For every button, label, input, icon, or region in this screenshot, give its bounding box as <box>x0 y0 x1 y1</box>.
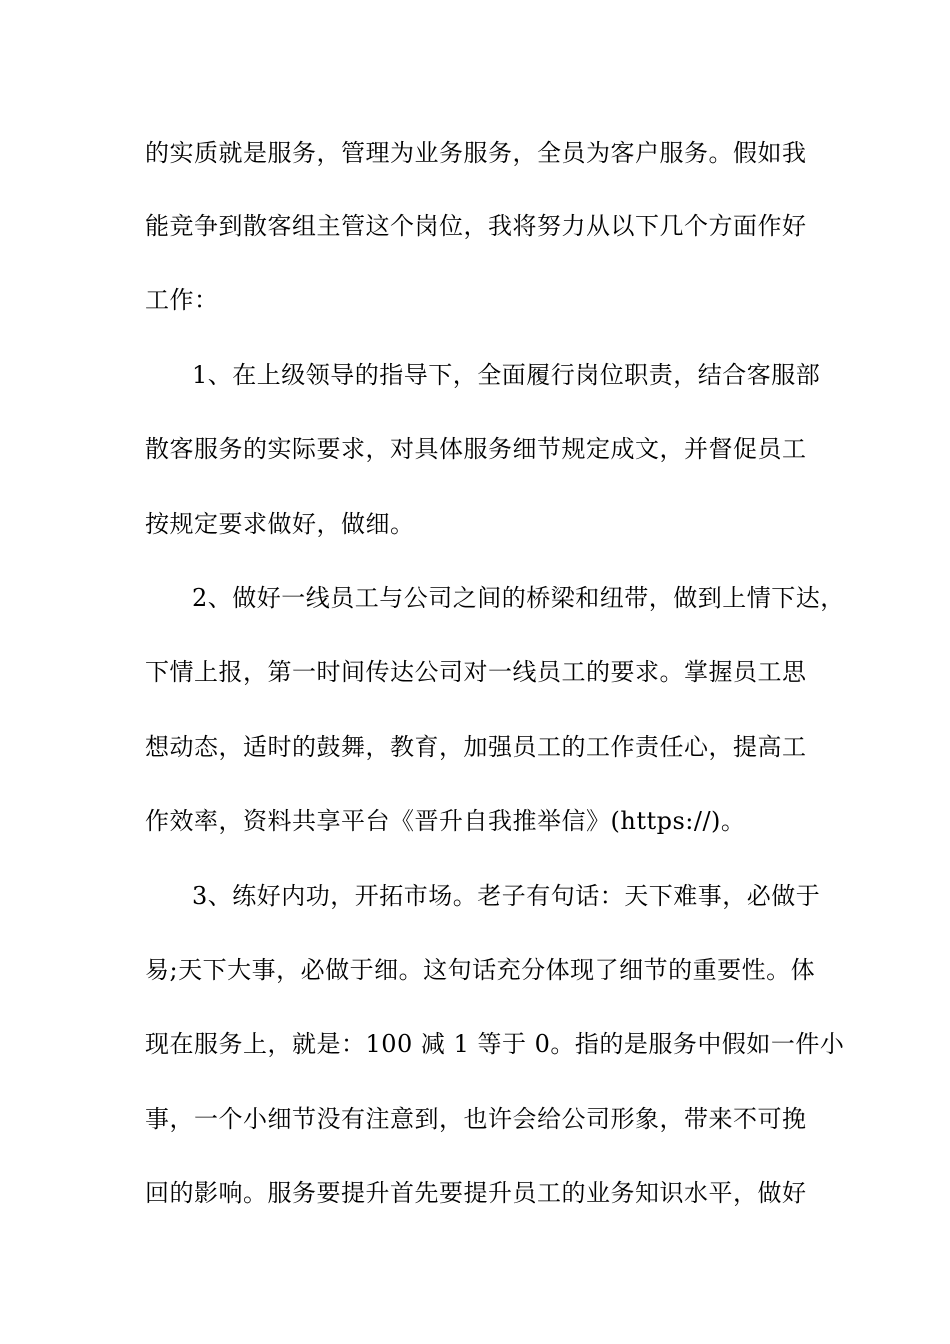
list-item-3-line-3: 现在服务上，就是：100 减 1 等于 0。指的是服务中假如一件小 <box>145 1030 845 1058</box>
list-item-1-line-3: 按规定要求做好，做细。 <box>145 510 415 538</box>
paragraph-line-1: 的实质就是服务，管理为业务服务，全员为客户服务。假如我 <box>145 139 807 167</box>
list-item-3-line-1: 3、练好内功，开拓市场。老子有句话：天下难事，必做于 <box>192 882 821 910</box>
list-item-3-line-4: 事，一个小细节没有注意到，也许会给公司形象，带来不可挽 <box>145 1105 807 1133</box>
list-item-2-line-4: 作效率，资料共享平台《晋升自我推举信》(https://)。 <box>145 807 746 835</box>
list-item-3-line-2: 易;天下大事，必做于细。这句话充分体现了细节的重要性。体 <box>145 956 816 984</box>
list-item-1-line-1: 1、在上级领导的指导下，全面履行岗位职责，结合客服部 <box>192 361 821 389</box>
list-item-2-line-1: 2、做好一线员工与公司之间的桥梁和纽带，做到上情下达， <box>192 584 845 612</box>
list-item-3-line-5: 回的影响。服务要提升首先要提升员工的业务知识水平，做好 <box>145 1179 807 1207</box>
paragraph-line-2: 能竞争到散客组主管这个岗位，我将努力从以下几个方面作好 <box>145 212 807 240</box>
list-item-2-line-3: 想动态，适时的鼓舞，教育，加强员工的工作责任心，提高工 <box>145 733 807 761</box>
paragraph-line-3: 工作： <box>145 286 219 314</box>
list-item-1-line-2: 散客服务的实际要求，对具体服务细节规定成文，并督促员工 <box>145 435 807 463</box>
list-item-2-line-2: 下情上报，第一时间传达公司对一线员工的要求。掌握员工思 <box>145 658 807 686</box>
